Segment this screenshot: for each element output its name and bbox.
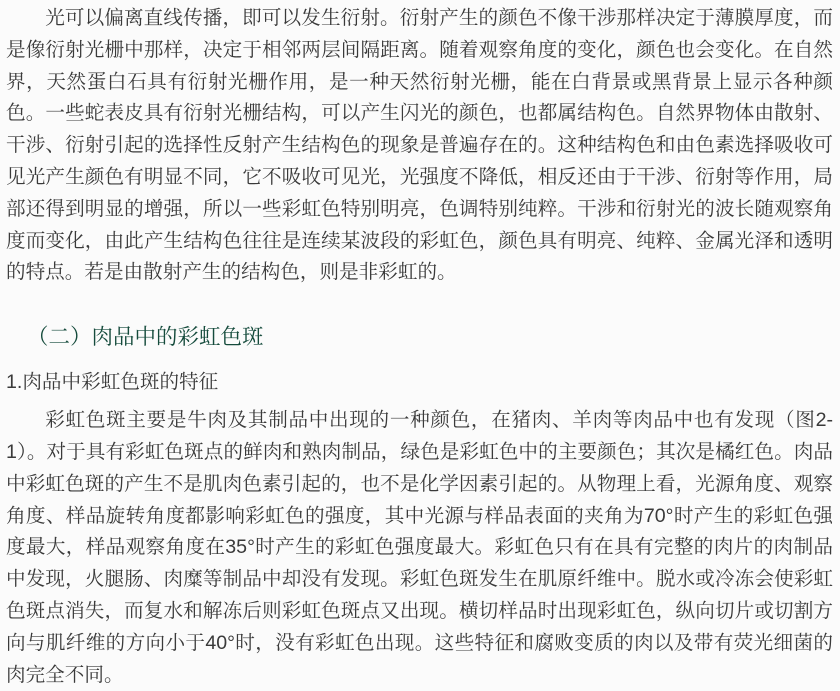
paragraph-rainbow-spot-characteristics: 彩虹色斑主要是牛肉及其制品中出现的一种颜色，在猪肉、羊肉等肉品中也有发现（图2-1）。对于具有彩虹色斑点的鲜肉和熟肉制品，绿色是彩虹色中的主要颜色；其次是橘红色。肉品中彩虹色斑的产生不是肌肉色素引起的，也不是化学因素引起的。从物理上看，光源角度、观察角度、样品旋转角度都影响彩虹色的强度，其中光源与样品表面的夹角为70°时产生的彩虹色强度最大，样品观察角度在35°时产生的彩虹色强度最大。彩虹色只有在具有完整的肉片的肉制品中发现，火腿肠、肉糜等制品中却没有发现。彩虹色斑发生在肌原纤维中。脱水或冷冻会使彩虹色斑点消失，而复水和解冻后则彩虹色斑点又出现。横切样品时出现彩虹色，纵向切片或切割方向与肌纤维的方向小于40°时，没有彩虹色出现。这些特征和腐败变质的肉以及带有荧光细菌的肉完全不同。: [6, 409, 833, 686]
subsection-heading-characteristics: 1.肉品中彩虹色斑的特征: [6, 371, 219, 394]
paragraph-light-diffraction: 光可以偏离直线传播，即可以发生衍射。衍射产生的颜色不像干涉那样决定于薄膜厚度，而是像衍射光栅中那样，决定于相邻两层间隔距离。随着观察角度的变化，颜色也会变化。在自然界，天然蛋白石具有衍射光栅作用，是一种天然衍射光栅，能在白背景或黑背景上显示各种颜色。一些蛇表皮具有衍射光栅结构，可以产生闪光的颜色，也都属结构色。自然界物体由散射、干涉、衍射引起的选择性反射产生结构色的现象是普遍存在的。这种结构色和由色素选择吸收可见光产生颜色有明显不同，它不吸收可见光，光强度不降低，相反还由于干涉、衍射等作用，局部还得到明显的增强，所以一些彩虹色特别明亮，色调特别纯粹。干涉和衍射光的波长随观察角度而变化，由此产生结构色往往是连续某波段的彩虹色，颜色具有明亮、纯粹、金属光泽和透明的特点。若是由散射产生的结构色，则是非彩虹的。: [6, 7, 833, 284]
section-heading-rainbow-spots-in-meat: （二）肉品中的彩虹色斑: [27, 325, 264, 350]
